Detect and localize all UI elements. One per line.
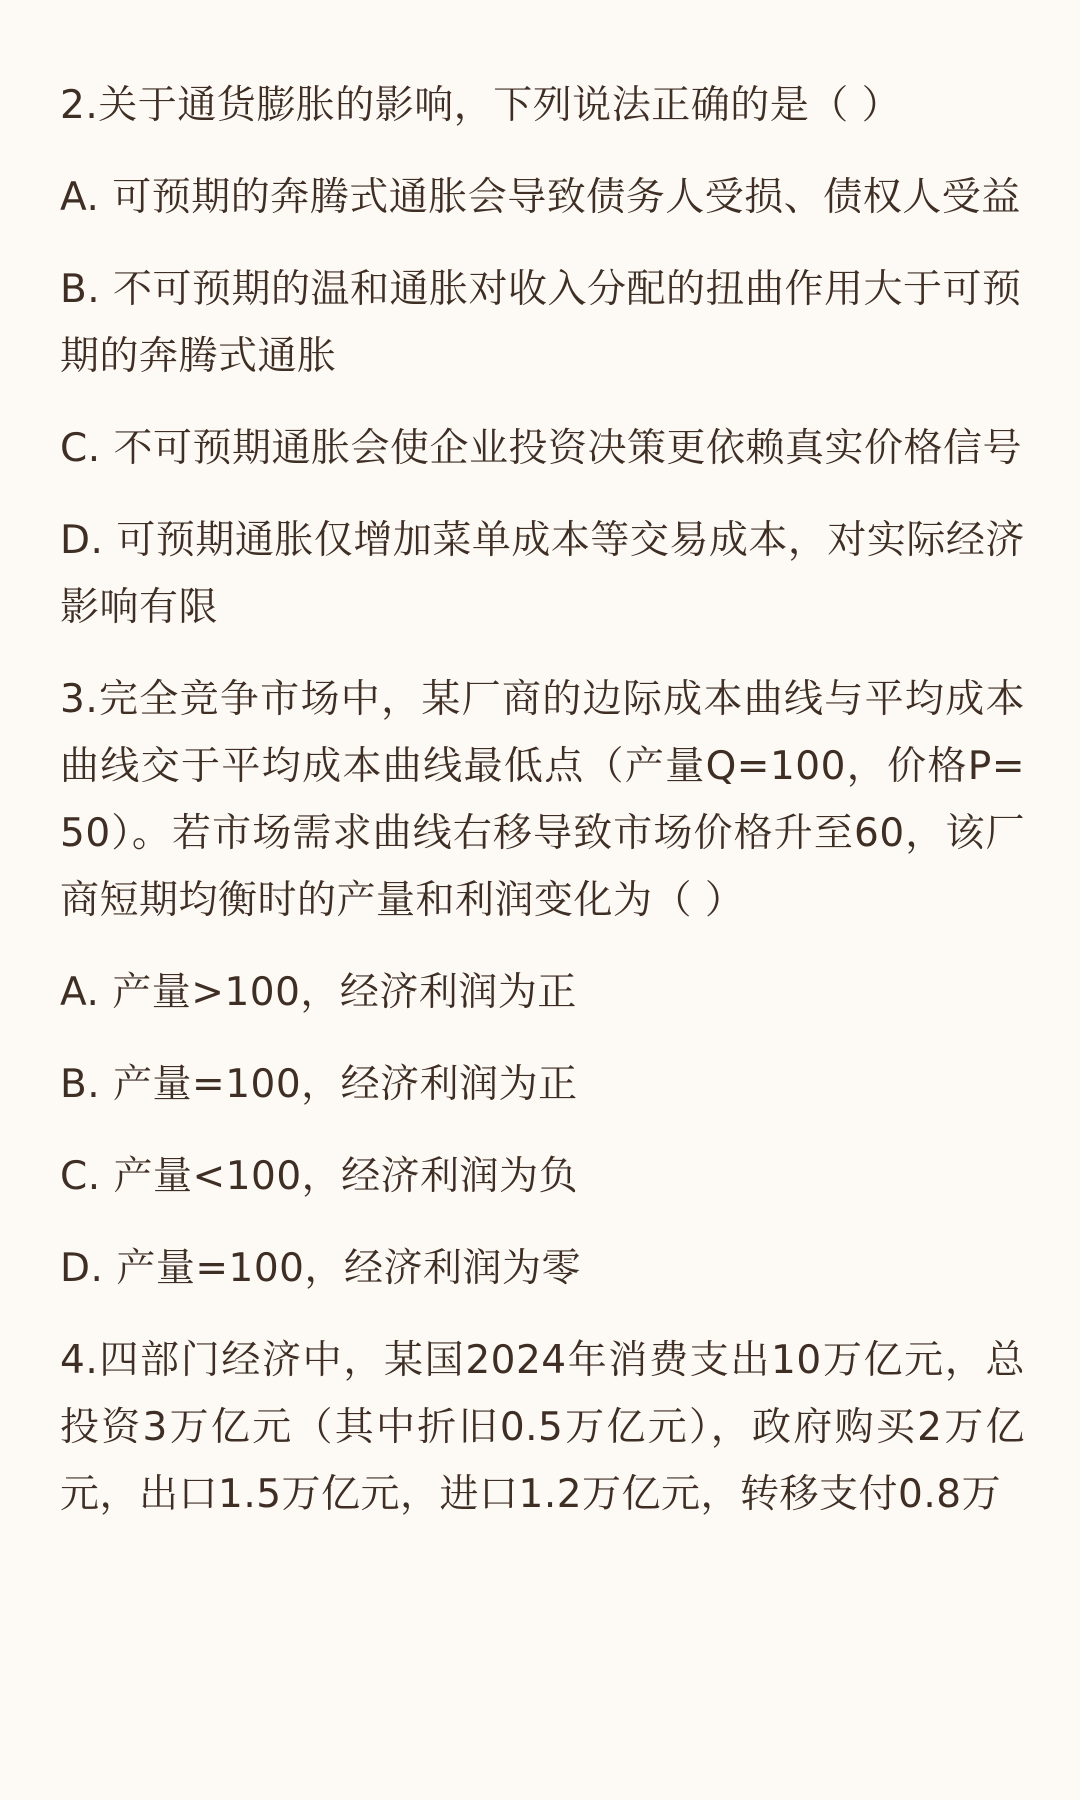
question-3-option-a: A. 产量>100，经济利润为正 bbox=[60, 970, 577, 1015]
question-3-option-b: B. 产量=100，经济利润为正 bbox=[60, 1062, 578, 1107]
question-2-stem: 2.关于通货膨胀的影响，下列说法正确的是（ ） bbox=[60, 83, 902, 128]
question-2-option-b: B. 不可预期的温和通胀对收入分配的扭曲作用大于可预期的奔腾式通胀 bbox=[60, 267, 1022, 379]
question-3-option-d: D. 产量=100，经济利润为零 bbox=[60, 1246, 581, 1291]
question-2-option-a: A. 可预期的奔腾式通胀会导致债务人受损、债权人受益 bbox=[60, 175, 1021, 220]
question-2-option-c: C. 不可预期通胀会使企业投资决策更依赖真实价格信号 bbox=[60, 426, 1023, 471]
question-3-option-c: C. 产量<100，经济利润为负 bbox=[60, 1154, 579, 1199]
question-2-option-d: D. 可预期通胀仅增加菜单成本等交易成本，对实际经济影响有限 bbox=[60, 518, 1025, 630]
question-4-stem: 4.四部门经济中，某国2024年消费支出10万亿元，总投资3万亿元（其中折旧0.5万亿元），政府购买2万亿元，出口1.5万亿元，进口1.2万亿元，转移支付0.8万 bbox=[60, 1338, 1025, 1517]
question-3-stem: 3.完全竞争市场中，某厂商的边际成本曲线与平均成本曲线交于平均成本曲线最低点（产量Q=100，价格P=50）。若市场需求曲线右移导致市场价格升至60，该厂商短期均衡时的产量和利润变化为（ ） bbox=[60, 677, 1025, 923]
